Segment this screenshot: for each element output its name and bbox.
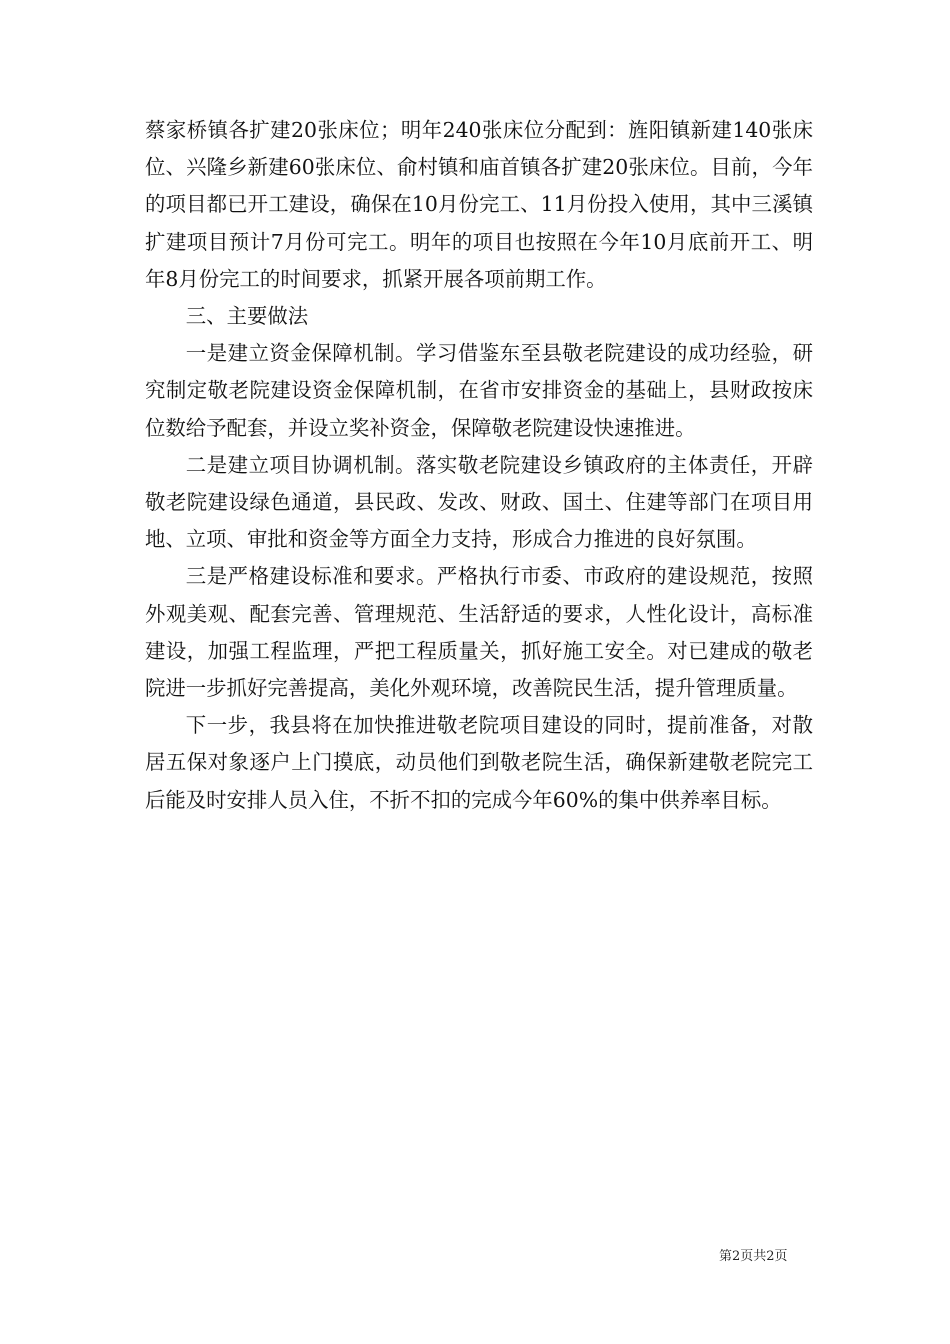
paragraph-continued: 蔡家桥镇各扩建20张床位；明年240张床位分配到：旌阳镇新建140张床位、兴隆乡新建60张床位、俞村镇和庙首镇各扩建20张床位。目前，今年的项目都已开工建设，确保在10月份完工、11月份投入使用，其中三溪镇扩建项目预计7月份可完工。明年的项目也按照在今年10月底前开工、明年8月份完工的时间要求，抓紧开展各项前期工作。 <box>145 118 813 291</box>
paragraph-coordination-mechanism: 二是建立项目协调机制。落实敬老院建设乡镇政府的主体责任，开辟敬老院建设绿色通道，县民政、发改、财政、国土、住建等部门在项目用地、立项、审批和资金等方面全力支持，形成合力推进的良好氛围。 <box>145 452 813 552</box>
paragraph-funding-mechanism: 一是建立资金保障机制。学习借鉴东至县敬老院建设的成功经验，研究制定敬老院建设资金保障机制，在省市安排资金的基础上，县财政按床位数给予配套，并设立奖补资金，保障敬老院建设快速推进。 <box>145 341 813 440</box>
page-number-footer: 第2页共2页 <box>719 1249 788 1264</box>
document-body <box>145 112 813 819</box>
paragraph-construction-standards: 三是严格建设标准和要求。严格执行市委、市政府的建设规范，按照外观美观、配套完善、管理规范、生活舒适的要求，人性化设计，高标准建设，加强工程监理，严把工程质量关，抓好施工安全。对已建成的敬老院进一步抓好完善提高，美化外观环境，改善院民生活，提升管理质量。 <box>145 564 813 701</box>
section-heading: 三、主要做法 <box>185 304 309 329</box>
paragraph-next-steps: 下一步，我县将在加快推进敬老院项目建设的同时，提前准备，对散居五保对象逐户上门摸底，动员他们到敬老院生活，确保新建敬老院完工后能及时安排人员入住，不折不扣的完成今年60%的集中供养率目标。 <box>145 713 813 812</box>
